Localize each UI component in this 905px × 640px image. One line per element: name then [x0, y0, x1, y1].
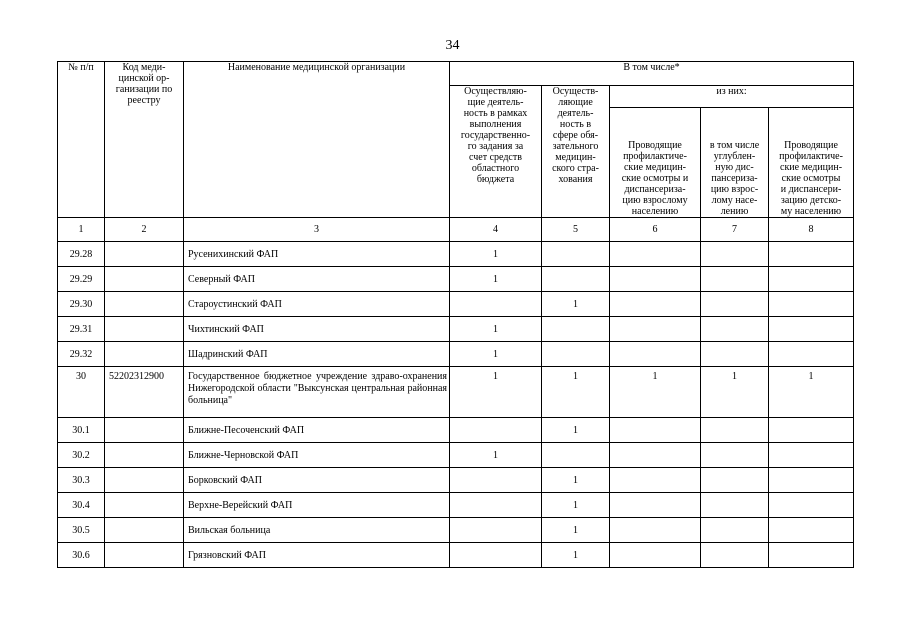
- row-code: [105, 317, 184, 342]
- row-adult-value: [610, 493, 701, 518]
- row-adult-value: [610, 543, 701, 568]
- row-adult-value: [610, 468, 701, 493]
- row-budget-value: [450, 543, 542, 568]
- row-oms-value: 1: [542, 493, 610, 518]
- row-child-value: [769, 292, 854, 317]
- row-code: [105, 543, 184, 568]
- row-deep-value: [701, 342, 769, 367]
- table-row: [58, 468, 854, 493]
- row-deep-value: [701, 418, 769, 443]
- row-name: Русенихинский ФАП: [184, 242, 450, 267]
- row-budget-value: [450, 418, 542, 443]
- header-code: Код меди- цинской ор- ганизации по реестру: [105, 62, 184, 218]
- row-code: 52202312900: [105, 367, 184, 418]
- row-oms-value: 1: [542, 292, 610, 317]
- row-oms-value: [542, 342, 610, 367]
- row-budget-value: [450, 518, 542, 543]
- row-name: Ближне-Черновской ФАП: [184, 443, 450, 468]
- row-number: 30.4: [58, 493, 105, 518]
- row-number: 29.28: [58, 242, 105, 267]
- row-budget-value: 1: [450, 342, 542, 367]
- header-group-title: В том числе*: [450, 62, 854, 86]
- row-child-value: [769, 317, 854, 342]
- row-code: [105, 418, 184, 443]
- row-name: Вильская больница: [184, 518, 450, 543]
- row-adult-value: [610, 518, 701, 543]
- row-adult-value: [610, 292, 701, 317]
- row-number: 29.29: [58, 267, 105, 292]
- row-child-value: [769, 267, 854, 292]
- row-deep-value: [701, 443, 769, 468]
- column-number: 1: [58, 218, 105, 242]
- row-oms-value: [542, 443, 610, 468]
- table-row: [58, 443, 854, 468]
- row-oms-value: 1: [542, 468, 610, 493]
- row-oms-value: 1: [542, 418, 610, 443]
- row-deep-value: [701, 518, 769, 543]
- row-number: 30.3: [58, 468, 105, 493]
- row-name: Северный ФАП: [184, 267, 450, 292]
- row-child-value: [769, 543, 854, 568]
- row-child-value: [769, 242, 854, 267]
- table-row: [58, 518, 854, 543]
- row-child-value: [769, 443, 854, 468]
- row-number: 30: [58, 367, 105, 418]
- row-number: 30.2: [58, 443, 105, 468]
- table-row: [58, 317, 854, 342]
- table-row: [58, 342, 854, 367]
- row-code: [105, 242, 184, 267]
- column-number: 3: [184, 218, 450, 242]
- row-budget-value: 1: [450, 367, 542, 418]
- header-name: Наименование медицинской организации: [184, 62, 450, 218]
- row-code: [105, 468, 184, 493]
- table-row: [58, 367, 854, 418]
- row-oms-value: [542, 317, 610, 342]
- row-number: 29.30: [58, 292, 105, 317]
- row-oms-value: 1: [542, 543, 610, 568]
- column-numbers-row: [58, 218, 854, 242]
- row-number: 30.6: [58, 543, 105, 568]
- row-number: 29.32: [58, 342, 105, 367]
- row-budget-value: [450, 292, 542, 317]
- row-deep-value: [701, 468, 769, 493]
- page-number: 34: [445, 38, 460, 53]
- column-number: 5: [542, 218, 610, 242]
- row-budget-value: 1: [450, 242, 542, 267]
- row-code: [105, 493, 184, 518]
- row-budget-value: 1: [450, 443, 542, 468]
- row-code: [105, 292, 184, 317]
- row-oms-value: [542, 267, 610, 292]
- row-child-value: [769, 493, 854, 518]
- row-name: Борковский ФАП: [184, 468, 450, 493]
- row-name: Ближне-Песоченский ФАП: [184, 418, 450, 443]
- header-budget: Осуществляю- щие деятель- ность в рамках выполнения государственно- го задания за счет средств областного бюджета: [450, 86, 542, 218]
- row-name: Верхне-Верейский ФАП: [184, 493, 450, 518]
- row-number: 30.1: [58, 418, 105, 443]
- row-deep-value: [701, 317, 769, 342]
- row-oms-value: 1: [542, 518, 610, 543]
- row-code: [105, 267, 184, 292]
- row-deep-value: [701, 242, 769, 267]
- header-subgroup-title: из них:: [610, 86, 854, 108]
- row-child-value: [769, 342, 854, 367]
- header-deep: в том числе углублен- ную дис- пансериза- цию взрос- лому насе- лению: [701, 108, 769, 218]
- row-deep-value: [701, 493, 769, 518]
- row-code: [105, 342, 184, 367]
- header-adult: Проводящие профилактиче- ские медицин- ские осмотры и диспансериза- цию взрослому населению: [610, 108, 701, 218]
- row-budget-value: 1: [450, 267, 542, 292]
- row-number: 30.5: [58, 518, 105, 543]
- row-adult-value: 1: [610, 367, 701, 418]
- row-child-value: 1: [769, 367, 854, 418]
- row-deep-value: [701, 543, 769, 568]
- medical-organizations-table: [57, 61, 854, 568]
- column-number: 2: [105, 218, 184, 242]
- row-child-value: [769, 418, 854, 443]
- header-num: № п/п: [58, 62, 105, 218]
- row-budget-value: [450, 468, 542, 493]
- row-number: 29.31: [58, 317, 105, 342]
- table-row: [58, 493, 854, 518]
- column-number: 7: [701, 218, 769, 242]
- row-child-value: [769, 518, 854, 543]
- row-name: Государственное бюджетное учреждение здраво-охранения Нижегородской области "Выксунская центральная районная больница": [184, 367, 450, 418]
- column-number: 6: [610, 218, 701, 242]
- row-deep-value: [701, 292, 769, 317]
- row-oms-value: [542, 242, 610, 267]
- row-adult-value: [610, 443, 701, 468]
- row-deep-value: 1: [701, 367, 769, 418]
- row-oms-value: 1: [542, 367, 610, 418]
- table-row: [58, 418, 854, 443]
- row-name: Грязновский ФАП: [184, 543, 450, 568]
- header-child: Проводящие профилактиче- ские медицин- ские осмотры и диспансери- зацию детско- му населению: [769, 108, 854, 218]
- column-number: 8: [769, 218, 854, 242]
- row-code: [105, 443, 184, 468]
- row-adult-value: [610, 242, 701, 267]
- table-row: [58, 242, 854, 267]
- table-row: [58, 267, 854, 292]
- row-adult-value: [610, 342, 701, 367]
- table-row: [58, 292, 854, 317]
- row-name: Чихтинский ФАП: [184, 317, 450, 342]
- row-budget-value: [450, 493, 542, 518]
- row-name: Шадринский ФАП: [184, 342, 450, 367]
- row-budget-value: 1: [450, 317, 542, 342]
- header-oms: Осуществ- ляющие деятель- ность в сфере обя- зательного медицин- ского стра- хования: [542, 86, 610, 218]
- row-code: [105, 518, 184, 543]
- row-deep-value: [701, 267, 769, 292]
- row-adult-value: [610, 267, 701, 292]
- row-adult-value: [610, 317, 701, 342]
- row-name: Староустинский ФАП: [184, 292, 450, 317]
- row-adult-value: [610, 418, 701, 443]
- row-child-value: [769, 468, 854, 493]
- table-row: [58, 543, 854, 568]
- column-number: 4: [450, 218, 542, 242]
